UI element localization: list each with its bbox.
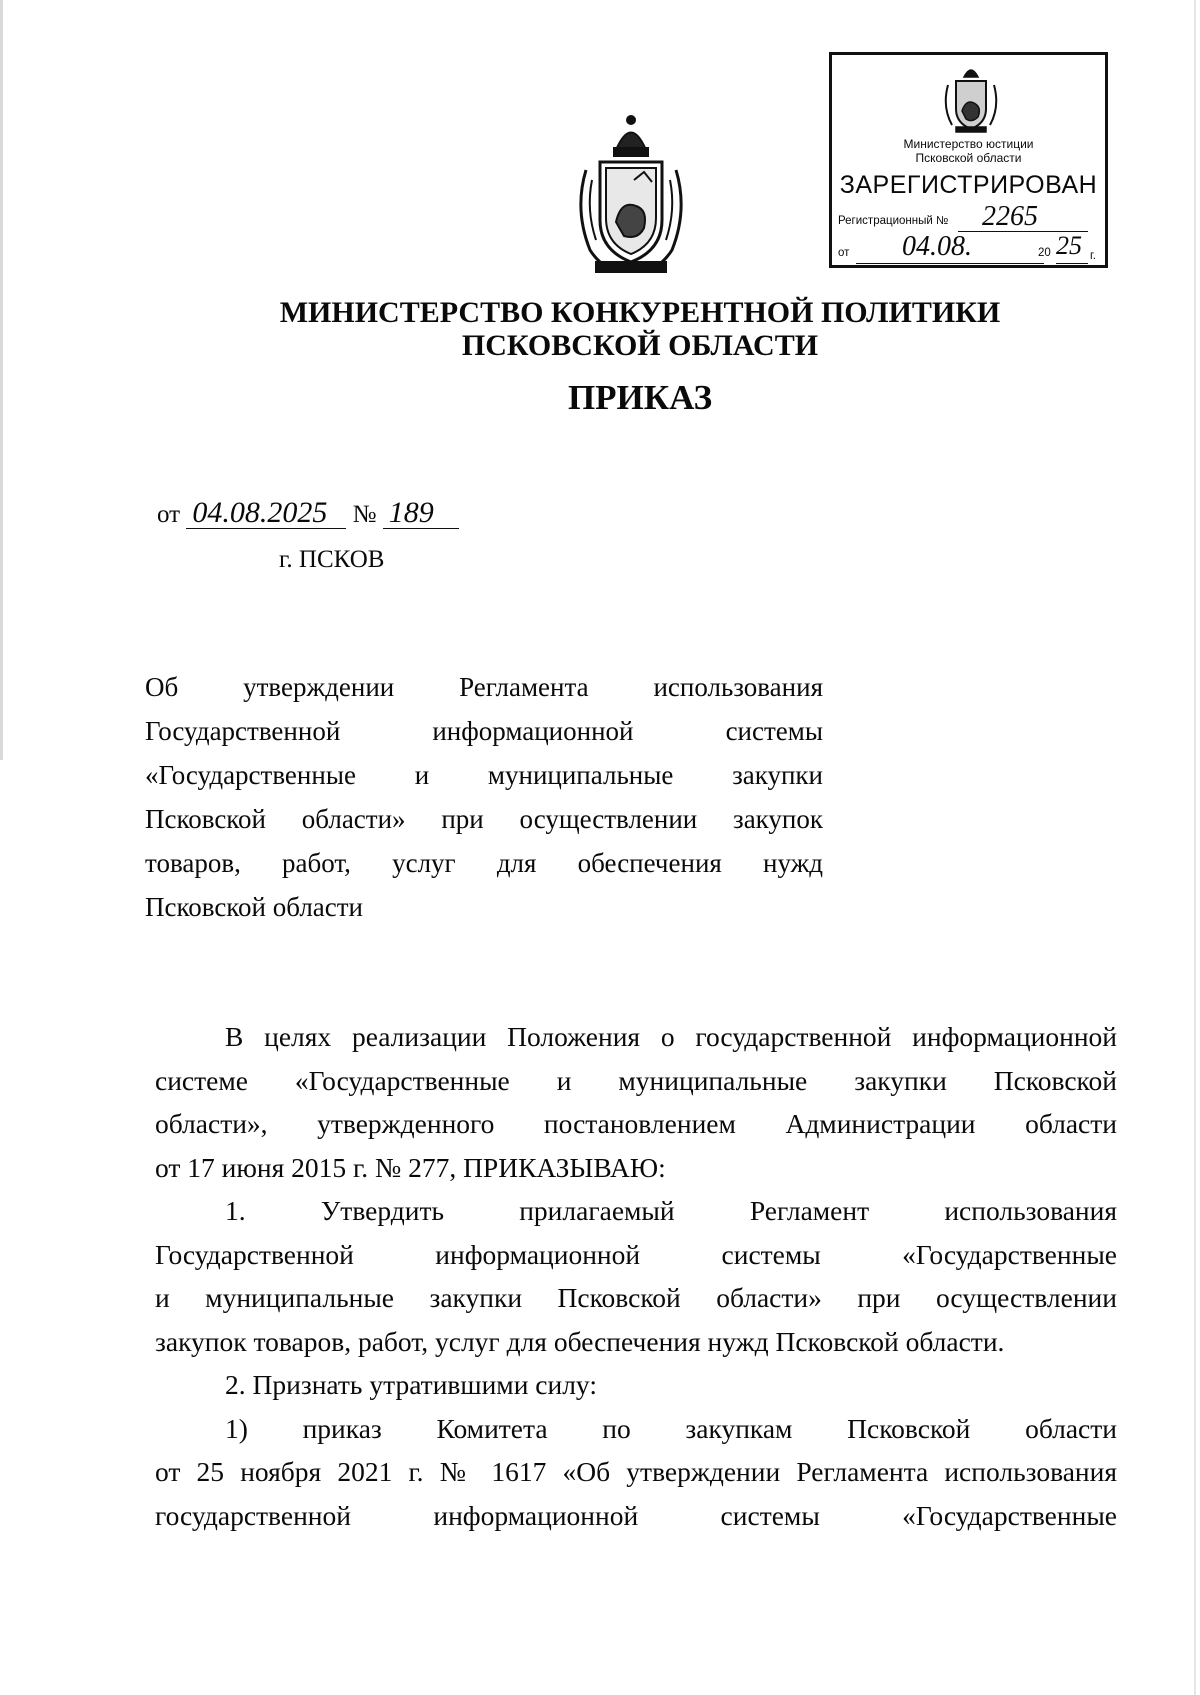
body-line: от 25 ноября 2021 г. № 1617 «Об утверждении Регламента использования — [155, 1456, 1117, 1487]
order-number-handwritten: 189 — [383, 498, 459, 529]
stamp-date-value: 04.08. — [902, 231, 972, 262]
order-subject — [145, 665, 823, 929]
stamp-year-prefix: 20 — [1038, 247, 1051, 259]
stamp-ministry-line: Министерство юстиции — [903, 137, 1034, 151]
stamp-status: ЗАРЕГИСТРИРОВАН — [839, 171, 1098, 199]
order-number-sign: № — [352, 501, 377, 528]
stamp-emblem-icon — [942, 61, 1000, 135]
body-line: и муниципальные закупки Псковской области» при осуществлении — [155, 1282, 1117, 1313]
body-line: 2. Признать утратившими силу: — [225, 1369, 597, 1400]
body-line: системе «Государственные и муниципальные закупки Псковской — [155, 1064, 1117, 1096]
body-line: Государственной информационной системы «Государственные — [155, 1238, 1117, 1270]
body-line: В целях реализации Положения о государственной информационной — [225, 1021, 1117, 1052]
page-edge — [1194, 0, 1196, 1695]
subject-line: Псковской области» при осуществлении закупок — [145, 804, 823, 834]
subject-line: Псковской области — [145, 892, 364, 922]
body-line: области», утвержденного постановлением Администрации области — [155, 1108, 1117, 1139]
document-type: ПРИКАЗ — [567, 378, 713, 417]
stamp-date-underline — [856, 263, 1044, 264]
stamp-year-suffix: г. — [1090, 250, 1096, 262]
stamp-reg-label: Регистрационный № — [838, 215, 949, 227]
body-line: 1. Утвердить прилагаемый Регламент использования — [225, 1195, 1117, 1226]
subject-line: «Государственные и муниципальные закупки — [145, 760, 823, 790]
body-line: от 17 июня 2015 г. № 277, ПРИКАЗЫВАЮ: — [155, 1151, 666, 1183]
order-date-handwritten: 04.08.2025 — [186, 498, 346, 529]
body-line: закупок товаров, работ, услуг для обеспечения нужд Псковской области. — [155, 1325, 1005, 1357]
order-date-prefix: от — [157, 501, 181, 528]
order-body — [155, 1015, 1117, 1537]
order-city: г. ПСКОВ — [279, 546, 385, 573]
body-line: государственной информационной системы «Государственные — [155, 1499, 1117, 1531]
stamp-year-underline — [1056, 263, 1088, 264]
subject-line: Об утверждении Регламента использования — [145, 672, 823, 702]
body-line: 1) приказ Комитета по закупкам Псковской области — [225, 1412, 1117, 1444]
stamp-reg-number: 2265 — [982, 201, 1038, 232]
ministry-title-line: МИНИСТЕРСТВО КОНКУРЕНТНОЙ ПОЛИТИКИ — [279, 296, 1001, 329]
stamp-year-value: 25 — [1056, 231, 1082, 260]
stamp-ministry-line: Псковской области — [915, 151, 1022, 165]
ministry-title-line: ПСКОВСКОЙ ОБЛАСТИ — [461, 329, 819, 362]
subject-line: товаров, работ, услуг для обеспечения нужд — [145, 848, 823, 878]
stamp-ministry-name — [832, 137, 1105, 165]
stamp-date-label: от — [838, 247, 850, 259]
ministry-title — [200, 296, 1080, 362]
page-edge — [0, 0, 3, 760]
coat-of-arms-emblem — [566, 110, 696, 280]
order-date-number — [157, 498, 459, 529]
registration-stamp — [829, 52, 1108, 268]
subject-line: Государственной информационной системы — [145, 716, 823, 746]
